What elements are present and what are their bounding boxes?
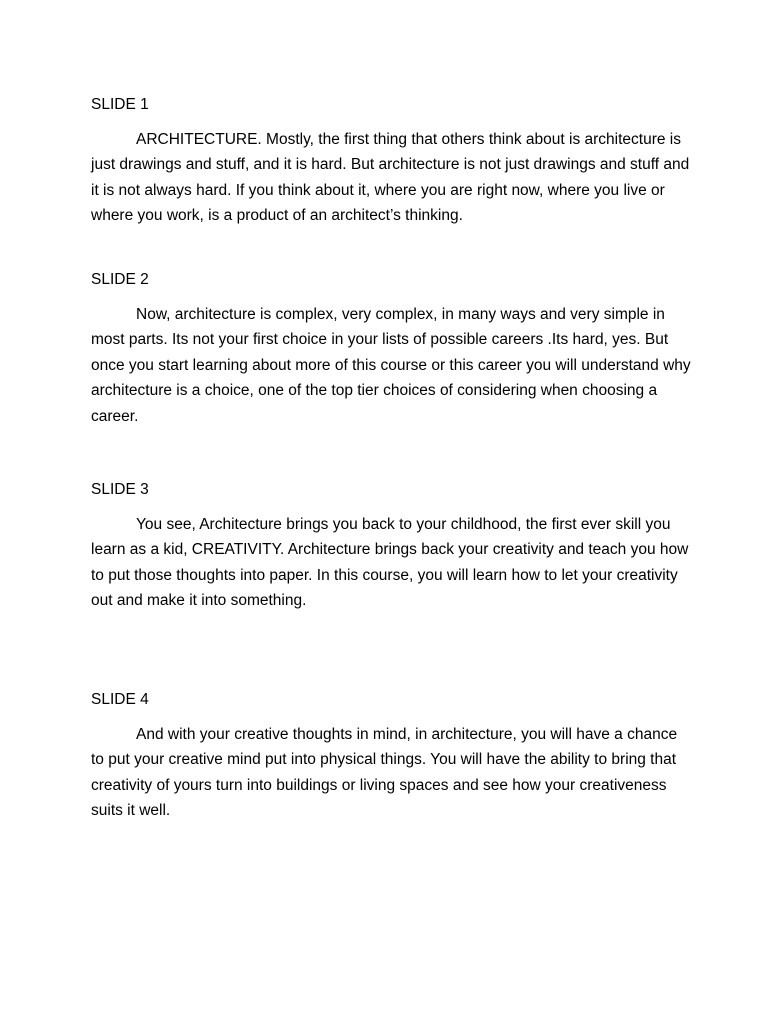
slide-1-heading: SLIDE 1 bbox=[91, 96, 149, 113]
slide-2-text: Now, architecture is complex, very complex, in many ways and very simple in most parts. Its not your first choice in your lists of possible careers .Its hard, yes. But once you start learning about more of this course or this career you will understand why architecture is a choice, one of the top tier choices of considering when choosing a career. bbox=[91, 305, 691, 425]
slide-3-text: You see, Architecture brings you back to your childhood, the first ever skill you learn as a kid, CREATIVITY. Architecture brings back your creativity and teach you how to put those thoughts into paper. In this course, you will learn how to let your creativity out and make it into something. bbox=[91, 515, 689, 609]
slide-3-section bbox=[91, 477, 691, 614]
slide-4-text: And with your creative thoughts in mind, in architecture, you will have a chance to put your creative mind put into physical things. You will have the ability to bring that creativity of yours turn into buildings or living spaces and see how your creativeness suits it well. bbox=[91, 725, 678, 819]
slide-4-section bbox=[91, 687, 691, 824]
slide-1-text: ARCHITECTURE. Mostly, the first thing that others think about is architecture is just drawings and stuff, and it is hard. But architecture is not just drawings and stuff and it is not always hard. If you think about it, where you are right now, where you live or where you work, is a product of an architect’s thinking. bbox=[91, 130, 690, 224]
slide-4-heading: SLIDE 4 bbox=[91, 691, 149, 708]
slide-3-heading: SLIDE 3 bbox=[91, 481, 149, 498]
slide-1-section bbox=[91, 92, 691, 229]
slide-2-section bbox=[91, 267, 691, 429]
slide-2-heading: SLIDE 2 bbox=[91, 271, 149, 288]
